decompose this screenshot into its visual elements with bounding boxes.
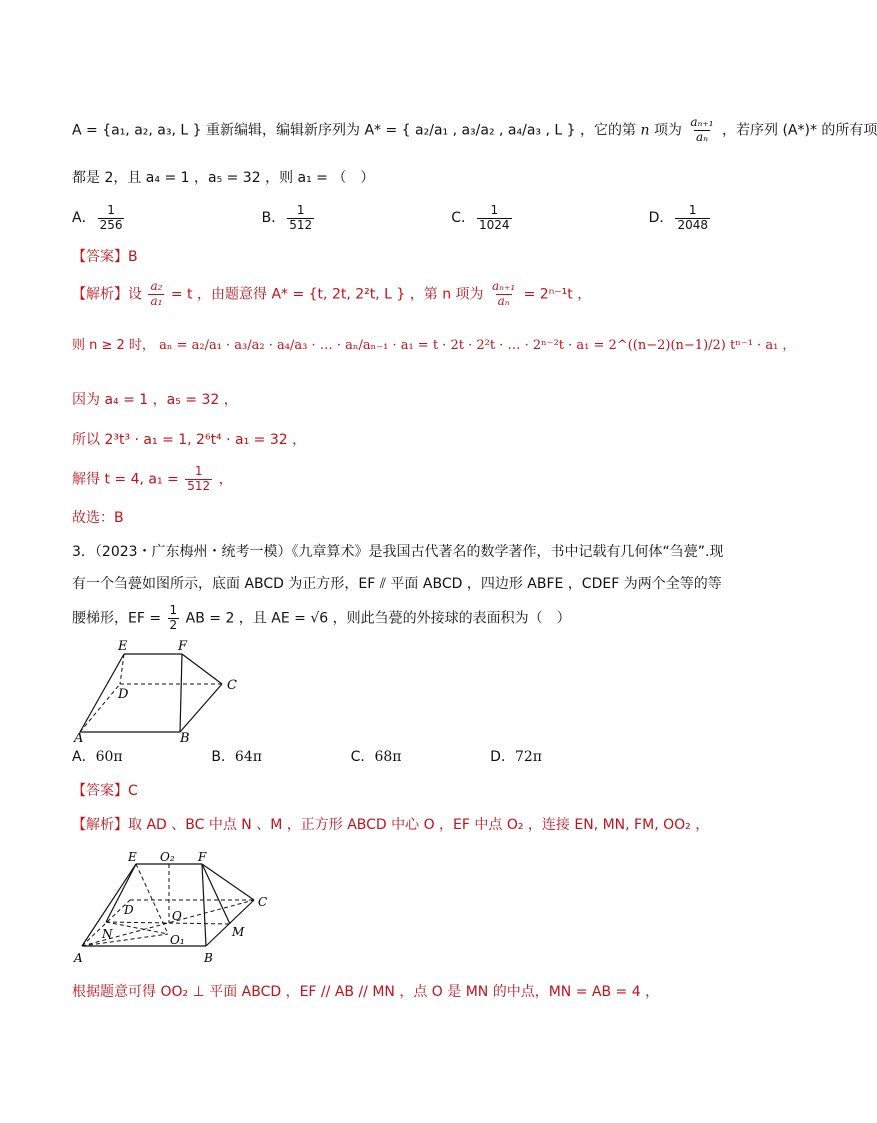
analysis-text: = t ，由题意得 A* = {t, 2t, 2²t, L } ，第 n 项为 [170, 286, 484, 303]
choice-den: 1024 [479, 217, 510, 232]
choice-den: 512 [289, 217, 313, 232]
q2-choice-b[interactable] [262, 204, 317, 233]
edge-bc [180, 684, 222, 732]
q3-choice-d[interactable] [490, 749, 542, 766]
edge-fb [180, 654, 182, 732]
frac-num: aₙ₊₁ [492, 279, 516, 293]
label-d: D [118, 687, 129, 702]
choice-label: B． [261, 209, 286, 226]
label-c: C [258, 895, 268, 909]
choice-value: 68π [374, 749, 402, 765]
choice-label: B． [211, 749, 235, 765]
choice-den: 256 [99, 217, 123, 232]
q3-answer [72, 783, 138, 800]
q2-line1-fraction [688, 116, 715, 145]
analysis-formula: aₙ = a₂/a₁ · a₃/a₂ · a₄/a₃ · … · aₙ/aₙ₋₁ · a₁ = t · 2t · 2²t · … · 2ⁿ⁻²t · a₁ = 2^((n−2)(n−1)/2) tⁿ⁻¹ · a₁ ， [159, 338, 796, 353]
q2-line1-frac-den: aₙ [695, 129, 708, 144]
q3-line-2: 有一个刍甍如图所示，底面 ABCD 为正方形，EF ⫽ 平面 ABCD ，四边形 ABFE ，CDEF 为两个全等的等 [72, 576, 722, 592]
choice-num: 1 [490, 203, 499, 217]
choice-label: C． [350, 749, 375, 765]
label-m: M [232, 925, 245, 939]
choice-num: 1 [688, 203, 697, 217]
choice-label: D． [490, 749, 515, 765]
answer-tag: 【答案】 [72, 249, 128, 265]
q2-analysis-line-4: 所以 2³t³ · a₁ = 1, 2⁶t⁴ · a₁ = 32 ， [72, 432, 307, 448]
q3-figure-2 [72, 848, 282, 970]
q2-line-1 [72, 116, 877, 145]
q2-line1-text-b: ，它的第 [580, 122, 636, 139]
q3-choice-b[interactable] [211, 749, 262, 766]
q3-text: 腰梯形，EF = [72, 610, 162, 627]
label-b: B [180, 731, 190, 746]
q2-line1-brace-seq: { a₂/a₁ , a₃/a₂ , a₄/a₃ , L } [401, 122, 576, 139]
q2-choice-d[interactable] [649, 204, 712, 233]
q2-choice-a[interactable] [72, 204, 126, 233]
frac-den: 2 [169, 617, 178, 632]
hidden-no1 [106, 922, 168, 934]
label-a: A [74, 951, 83, 965]
frac-num: 1 [169, 603, 178, 617]
choice-label: A． [72, 209, 96, 226]
label-f: F [198, 850, 207, 864]
frac-den: a₁ [150, 293, 163, 308]
q2-line1-frac-num: aₙ₊₁ [690, 115, 714, 129]
choice-value: 64π [234, 749, 262, 765]
q2-analysis-line-1 [72, 280, 591, 309]
analysis-text: 则 n ≥ 2 时， [72, 338, 155, 353]
analysis-tag: 【解析】 [72, 817, 128, 833]
analysis-text: 解得 t = 4, a₁ = [72, 471, 179, 488]
choice-num: 1 [107, 203, 115, 217]
label-f: F [178, 639, 188, 654]
choice-num: 1 [296, 203, 305, 217]
label-n: N [102, 927, 113, 941]
choice-den: 2048 [677, 217, 708, 232]
q3-choice-a[interactable] [72, 749, 123, 766]
q2-choose: 故选：B [72, 510, 124, 526]
analysis-text: 设 [128, 286, 142, 303]
q2-line1-n: n [640, 122, 650, 139]
choice-value: 72π [514, 749, 542, 765]
q2-line1-text-d: ，若序列 (A*)* 的所有项 [722, 122, 877, 139]
frac-num: a₂ [150, 279, 163, 293]
analysis-text: 取 AD 、BC 中点 N 、M ，正方形 ABCD 中心 O ，EF 中点 O₂ ，连接 EN, MN, FM, OO₂ ， [128, 817, 710, 833]
q2-choice-c[interactable] [451, 204, 513, 233]
label-o: O [172, 909, 182, 923]
label-a: A [74, 731, 84, 746]
edge-fb [202, 864, 206, 946]
q3-analysis-line-1 [72, 817, 709, 834]
analysis-tag: 【解析】 [72, 286, 128, 303]
hidden-eo1 [136, 864, 168, 934]
q3-figure-1 [72, 636, 252, 746]
label-b: B [204, 951, 213, 965]
q2-analysis-line-5 [72, 465, 233, 494]
frac-den: 512 [187, 478, 211, 493]
hidden-ad [80, 684, 120, 732]
q2-analysis-line-3: 因为 a₄ = 1 ，a₅ = 32 ， [72, 392, 238, 408]
q3-choice-c[interactable] [351, 749, 402, 766]
q2-line1-text-c: 项为 [653, 122, 682, 139]
choice-label: C． [451, 209, 475, 226]
answer-value: C [128, 783, 138, 799]
frac-num: 1 [194, 464, 203, 478]
label-e: E [128, 850, 137, 864]
label-c: C [227, 678, 237, 693]
q3-choices [72, 749, 542, 766]
edge-fc [182, 654, 222, 684]
label-o1: O₁ [170, 933, 185, 947]
q2-line-2: 都是 2，且 a₄ = 1 ，a₅ = 32 ，则 a₁ = （ ） [72, 170, 375, 186]
choice-label: A． [72, 749, 96, 765]
answer-tag: 【答案】 [72, 783, 128, 799]
q2-line1-text-a: A = {a₁, a₂, a₃, L } 重新编辑，编辑新序列为 A* = [72, 122, 398, 139]
analysis-text: ， [218, 471, 233, 488]
choice-value: 60π [95, 749, 123, 765]
label-o2: O₂ [160, 850, 175, 864]
analysis-text: = 2ⁿ⁻¹t ， [523, 286, 592, 303]
q3-text: AB = 2 ，且 AE = √6 ，则此刍甍的外接球的表面积为（ ） [185, 610, 571, 627]
q3-analysis-line-2: 根据题意可得 OO₂ ⊥ 平面 ABCD ，EF // AB // MN ，点 O 是 MN 的中点，MN = AB = 4 ， [72, 984, 660, 1000]
hidden-nm [106, 922, 230, 924]
frac-den: aₙ [497, 293, 510, 308]
label-e: E [118, 639, 128, 654]
q2-analysis-line-2 [72, 338, 795, 354]
choice-label: D． [648, 209, 674, 226]
q3-line-1: 3．（2023・广东梅州・统考一模）《九章算术》是我国古代著名的数学著作，书中记载有几何体“刍甍”.现 [72, 544, 724, 560]
hidden-ao1 [82, 934, 168, 946]
answer-value: B [128, 249, 138, 265]
q2-choices [72, 204, 712, 233]
q2-answer [72, 249, 138, 266]
label-d: D [124, 903, 134, 917]
q3-line-3 [72, 604, 571, 633]
